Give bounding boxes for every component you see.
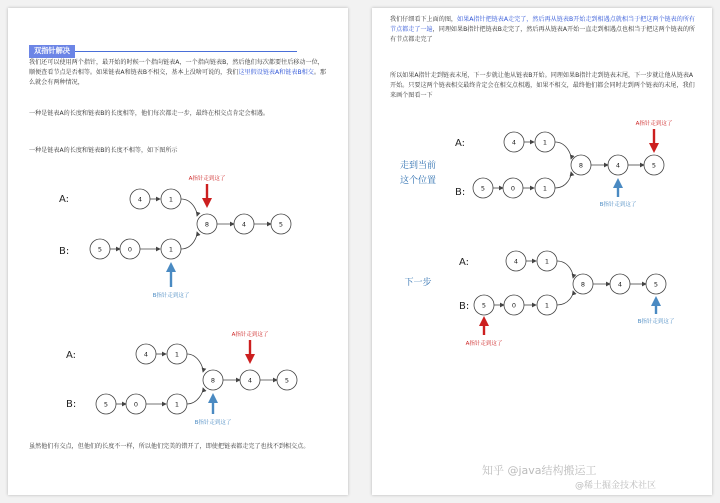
node-value: 5 [653,280,659,289]
pointer-a-caption: A指针走到这了 [465,341,503,347]
pointer-b-arrow [651,296,661,306]
diagram-current [400,119,672,208]
node-value: 5 [480,184,486,193]
node-value: 1 [544,257,550,266]
node-value: 1 [544,301,550,310]
pointer-b-arrow [613,178,623,188]
node-value: 5 [278,220,284,229]
node-value: 8 [580,280,586,289]
list-node [234,214,254,234]
row-label-a: A: [459,257,470,268]
equal-length-paragraph: 一种是链表A的长度和链表B的长度相等，他们每次都走一步，最终在相交点肯定会相遇。 [29,110,269,117]
list-node [90,239,110,259]
node-value: 1 [542,138,548,147]
list-node [126,394,146,414]
list-node [537,251,557,271]
node-value: 0 [127,245,133,254]
pointer-a-arrow [245,354,255,364]
node-value: 4 [241,220,247,229]
unequal-length-paragraph: 一种是链表A的长度和链表B的长度不相等，如下图所示 [29,147,178,154]
list-node [504,295,524,315]
intro-text-end: 。那么就会有两种情况， [29,69,327,86]
intro-highlight: 这里假设链表A和链表B相交 [238,69,314,76]
node-value: 5 [97,245,103,254]
pointer-b-caption: B指针走到这了 [194,420,232,426]
list-node [535,178,555,198]
row-label-b: B: [66,399,77,410]
node-value: 1 [174,350,180,359]
list-node [240,370,260,390]
node-value: 8 [210,376,216,385]
node-value: 5 [284,376,290,385]
list-node [503,178,523,198]
row-label-a: A: [66,350,77,361]
list-node [136,344,156,364]
list-node [130,189,150,209]
watermark-zhihu: 知乎 @java结构搬运工 [482,464,597,477]
list-node [203,370,223,390]
node-value: 8 [578,161,584,170]
node-value: 5 [481,301,487,310]
node-value: 1 [168,245,174,254]
node-value: 0 [510,184,516,193]
diagram-2 [66,330,297,426]
list-node [506,251,526,271]
list-node [535,132,555,152]
node-value: 1 [542,184,548,193]
pointer-b-arrow [208,393,218,403]
algorithm-paragraph: 所以如果A指针走到链表末尾，下一步就让他从链表B开始。同理如果B指针走到链表末尾，下一步就让他从链表A开始。只要这两个链表相交最终肯定会在相交点相遇，如果不相交，最终他们都会同时走到两个链表的末尾，我们来画个图看一下 [390,72,695,99]
list-node [537,295,557,315]
pointer-a-caption: A指针走到这了 [635,121,673,127]
side-note: 下一步 [404,278,432,288]
left-page [8,8,348,495]
node-value: 4 [513,257,519,266]
right-diagrams [372,8,712,495]
node-value: 4 [143,350,149,359]
list-node [167,394,187,414]
node-value: 8 [204,220,210,229]
row-label-a: A: [455,138,466,149]
list-node [504,132,524,152]
conclusion-paragraph: 虽然他们有交点，但他们的长度不一样，所以他们完美的错开了，即使把链表都走完了也找不到相交点。 [29,443,310,450]
list-node [120,239,140,259]
list-node [573,274,593,294]
list-node [271,214,291,234]
list-node [277,370,297,390]
analysis-text-end: ，同理如果B指针把链表B走完了，然后再从链表A开始一直走到相遇点也相当于把这两个链表的所有节点都走完了 [390,26,696,43]
node-value: 4 [137,195,143,204]
row-label-a: A: [59,194,70,205]
node-value: 5 [103,400,109,409]
list-node [161,189,181,209]
right-page [372,8,712,495]
analysis-highlight: 如果A指针把链表A走完了，然后再从链表B开始走到相遇点就相当于把这两个链表的所有节点都走了一遍 [390,16,696,33]
pointer-a-caption: A指针走到这了 [188,176,226,182]
list-node [644,155,664,175]
node-value: 4 [511,138,517,147]
left-diagrams [8,8,348,495]
node-value: 4 [247,376,253,385]
node-value: 1 [168,195,174,204]
diagram-next-step [404,251,674,347]
pointer-b-arrow [166,262,176,272]
side-note-line2: 这个位置 [399,176,437,186]
node-value: 1 [174,400,180,409]
pointer-b-caption: B指针走到这了 [152,293,190,299]
row-label-b: B: [59,246,70,257]
section-title-label: 双指针解决 [29,45,75,58]
node-value: 0 [133,400,139,409]
list-node [571,155,591,175]
node-value: 4 [615,161,621,170]
list-node [474,295,494,315]
list-node [608,155,628,175]
row-label-b: B: [455,187,466,198]
analysis-text: 我们仔细看下上面的图， [390,16,458,23]
list-node [96,394,116,414]
pointer-b-caption: B指针走到这了 [637,319,675,325]
watermark-juejin: @稀土掘金技术社区 [575,481,657,491]
pointer-a-arrow [202,198,212,208]
pointer-b-caption: B指针走到这了 [599,202,637,208]
list-node [167,344,187,364]
pointer-a-caption: A指针走到这了 [231,332,269,338]
pointer-a-arrow [479,316,489,326]
list-node [473,178,493,198]
list-node [610,274,630,294]
list-node [646,274,666,294]
pointer-a-arrow [649,143,659,153]
row-label-b: B: [459,301,470,312]
node-value: 5 [651,161,657,170]
list-node [197,214,217,234]
side-note-line1: 走到当前 [399,161,437,171]
list-node [161,239,181,259]
node-value: 0 [511,301,517,310]
intro-text: 我们还可以使用两个指针，最开始的时候一个指向链表A，一个指向链表B，然后他们每次都要往后移动一位，顺便查看节点是否相等。如果链表A和链表B不相交，基本上没啥可说的，我们 [29,59,324,76]
diagram-1 [59,174,291,299]
node-value: 4 [617,280,623,289]
